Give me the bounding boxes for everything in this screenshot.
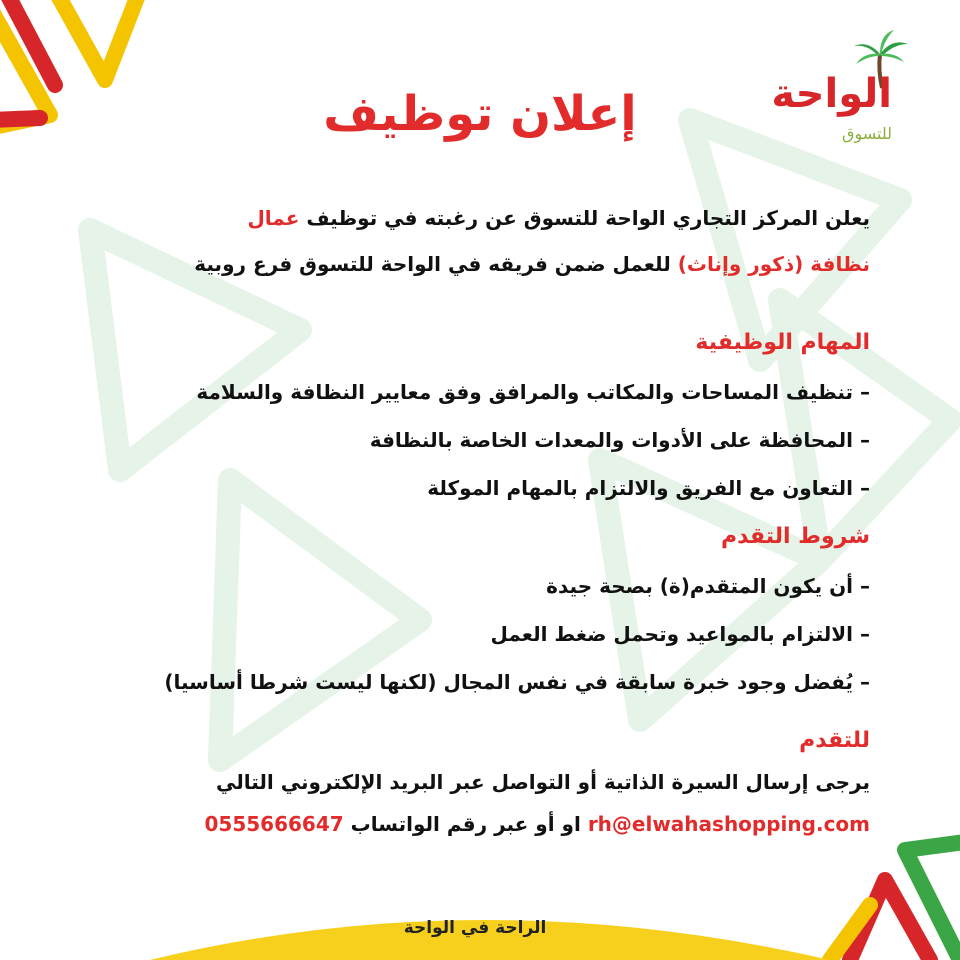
intro-text-1: يعلن المركز التجاري الواحة للتسوق عن رغبته في توظيف bbox=[306, 206, 870, 230]
apply-contact-line bbox=[204, 812, 870, 836]
intro-line-1 bbox=[247, 206, 870, 230]
duties-heading: المهام الوظيفية bbox=[695, 330, 870, 355]
corner-stripes-bottom-right bbox=[830, 840, 960, 960]
requirement-item: – أن يكون المتقدم(ة) بصحة جيدة bbox=[546, 574, 870, 598]
intro-text-2: للعمل ضمن فريقه في الواحة للتسوق فرع روبية bbox=[194, 252, 671, 276]
apply-instructions: يرجى إرسال السيرة الذاتية أو التواصل عبر البريد الإلكتروني التالي bbox=[215, 770, 870, 794]
requirement-item: – الالتزام بالمواعيد وتحمل ضغط العمل bbox=[491, 622, 870, 646]
duty-item: – تنظيف المساحات والمكاتب والمرافق وفق معايير النظافة والسلامة bbox=[196, 380, 870, 404]
duty-item: – التعاون مع الفريق والالتزام بالمهام الموكلة bbox=[427, 476, 870, 500]
page-title: إعلان توظيف bbox=[323, 86, 637, 142]
brand-logo bbox=[770, 30, 930, 143]
requirement-item: – يُفضل وجود خبرة سابقة في نفس المجال (لكنها ليست شرطا أساسيا) bbox=[164, 670, 870, 694]
logo-name: الواحة bbox=[771, 71, 892, 117]
intro-line-2 bbox=[194, 252, 870, 276]
logo-tagline: للتسوق bbox=[842, 124, 892, 143]
footer-slogan: الراحة في الواحة bbox=[403, 918, 547, 938]
corner-stripes-top-left bbox=[0, 0, 140, 130]
apply-heading: للتقدم bbox=[799, 728, 870, 753]
contact-connector: او أو عبر رقم الواتساب bbox=[350, 812, 581, 836]
contact-phone[interactable]: 0555666647 bbox=[204, 812, 344, 836]
intro-highlight-1: عمال bbox=[247, 206, 300, 230]
contact-email[interactable]: rh@elwahashopping.com bbox=[587, 812, 870, 836]
requirements-heading: شروط التقدم bbox=[721, 524, 870, 549]
intro-highlight-2: نظافة (ذكور وإناث) bbox=[677, 252, 870, 276]
duty-item: – المحافظة على الأدوات والمعدات الخاصة بالنظافة bbox=[370, 428, 870, 452]
